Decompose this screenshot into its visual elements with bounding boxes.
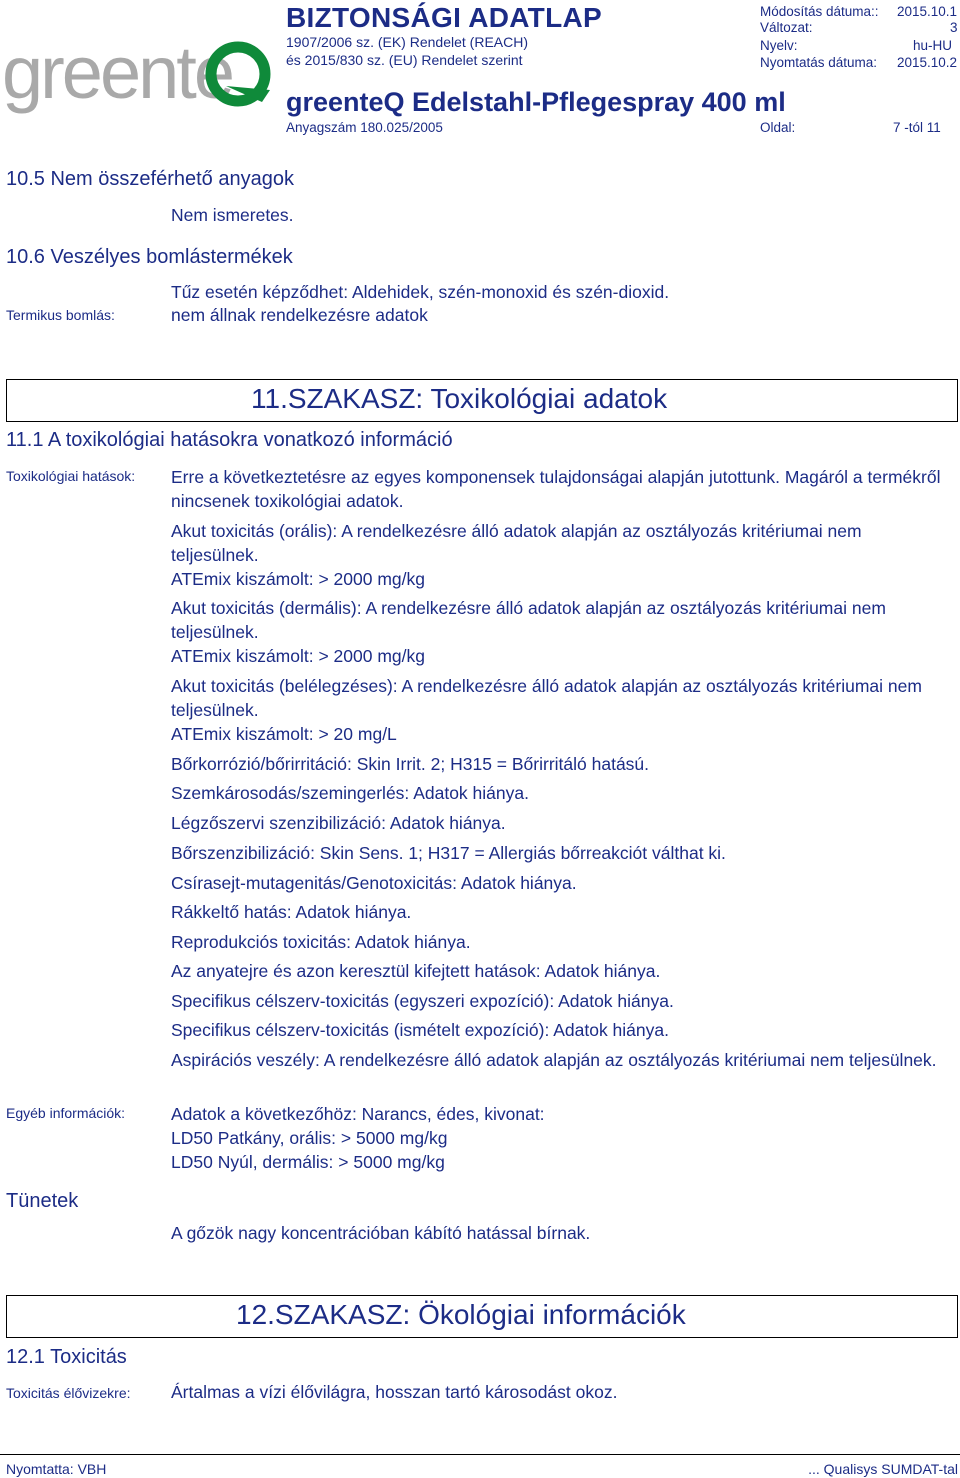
product-name: greenteQ Edelstahl-Pflegespray 400 ml [286, 87, 786, 117]
greenteq-logo [0, 18, 280, 118]
page-value: 7 -tól 11 [893, 120, 941, 135]
other-info-line: Adatok a következőhöz: Narancs, édes, kivonat: [171, 1104, 545, 1124]
tox-paragraph: Bőrszenzibilizáció: Skin Sens. 1; H317 = Allergiás bőrreakciót válthat ki. [171, 843, 726, 863]
tox-paragraph: Reprodukciós toxicitás: Adatok hiánya. [171, 932, 471, 952]
document-title: BIZTONSÁGI ADATLAP [286, 2, 602, 33]
section-11-title: 11.SZAKASZ: Toxikológiai adatok [251, 383, 668, 414]
tox-paragraph: Szemkárosodás/szemingerlés: Adatok hiánya. [171, 783, 529, 803]
tox-paragraph: Akut toxicitás (orális): A rendelkezésre álló adatok alapján az osztályozás kritériumai nem teljesülnek. [171, 521, 862, 565]
page-label: Oldal: [760, 120, 796, 135]
svg-text:greente: greente [2, 31, 232, 114]
text-10-5: Nem ismeretes. [171, 205, 294, 225]
section-12-title: 12.SZAKASZ: Ökológiai információk [236, 1299, 686, 1330]
tox-paragraph: Aspirációs veszély: A rendelkezésre álló adatok alapján az osztályozás kritériumai nem teljesülnek. [171, 1050, 937, 1070]
symptoms-text: A gőzök nagy koncentrációban kábító hatással bírnak. [171, 1223, 591, 1243]
heading-symptoms: Tünetek [6, 1190, 79, 1212]
tox-paragraph: Akut toxicitás (dermális): A rendelkezésre álló adatok alapján az osztályozás kritériumai nem teljesülnek. [171, 598, 886, 642]
meta-key-version: Változat: [760, 20, 813, 35]
meta-value-revision-date: 2015.10.1 [897, 4, 958, 19]
label-aquatic-toxicity: Toxicitás élővizekre: [6, 1385, 131, 1401]
footer-software: ... Qualisys SUMDAT-tal [808, 1461, 958, 1477]
tox-paragraph: Bőrkorrózió/bőrirritáció: Skin Irrit. 2; H315 = Bőrirritáló hatású. [171, 754, 650, 774]
heading-11-1: 11.1 A toxikológiai hatásokra vonatkozó információ [6, 429, 453, 451]
meta-value-print-date: 2015.10.2 [897, 55, 958, 70]
meta-key-print-date: Nyomtatás dátuma: [760, 55, 878, 70]
meta-value-version: 3 [950, 20, 958, 35]
label-toxicological-effects: Toxikológiai hatások: [6, 468, 136, 484]
heading-12-1: 12.1 Toxicitás [6, 1346, 127, 1368]
label-thermal-decomposition: Termikus bomlás: [6, 307, 115, 323]
tox-paragraph: Specifikus célszerv-toxicitás (egyszeri expozíció): Adatok hiánya. [171, 991, 674, 1011]
regulation-line-2: és 2015/830 sz. (EU) Rendelet szerint [286, 52, 523, 68]
value-aquatic-toxicity: Ártalmas a vízi élővilágra, hosszan tartó károsodást okoz. [171, 1382, 618, 1402]
value-thermal-decomposition: nem állnak rendelkezésre adatok [171, 305, 428, 325]
material-number: Anyagszám 180.025/2005 [286, 120, 443, 135]
other-info-line: LD50 Patkány, orális: > 5000 mg/kg [171, 1128, 448, 1148]
tox-paragraph: Csírasejt-mutagenitás/Genotoxicitás: Adatok hiánya. [171, 873, 577, 893]
tox-paragraph: Légzőszervi szenzibilizáció: Adatok hiánya. [171, 813, 506, 833]
regulation-line-1: 1907/2006 sz. (EK) Rendelet (REACH) [286, 34, 528, 50]
meta-key-language: Nyelv: [760, 38, 798, 53]
heading-10-5: 10.5 Nem összeférhető anyagok [6, 168, 294, 190]
tox-paragraph: ATEmix kiszámolt: > 2000 mg/kg [171, 646, 425, 666]
label-other-information: Egyéb információk: [6, 1105, 126, 1121]
tox-paragraph: ATEmix kiszámolt: > 2000 mg/kg [171, 569, 425, 589]
meta-key-revision-date: Módosítás dátuma:: [760, 4, 879, 19]
text-10-6: Tűz esetén képződhet: Aldehidek, szén-monoxid és szén-dioxid. [171, 282, 670, 302]
tox-paragraph: Specifikus célszerv-toxicitás (ismételt expozíció): Adatok hiánya. [171, 1020, 669, 1040]
meta-value-language: hu-HU [913, 38, 953, 53]
footer-printed-by: Nyomtatta: VBH [6, 1461, 107, 1477]
heading-10-6: 10.6 Veszélyes bomlástermékek [6, 246, 293, 268]
tox-paragraph: ATEmix kiszámolt: > 20 mg/L [171, 724, 397, 744]
footer-divider [0, 1454, 960, 1455]
other-info-line: LD50 Nyúl, dermális: > 5000 mg/kg [171, 1152, 445, 1172]
tox-paragraph: Az anyatejre és azon keresztül kifejtett hatások: Adatok hiánya. [171, 961, 661, 981]
tox-paragraph: Akut toxicitás (belélegzéses): A rendelkezésre álló adatok alapján az osztályozás kritériumai nem teljesülnek. [171, 676, 922, 720]
tox-paragraph: Rákkeltő hatás: Adatok hiánya. [171, 902, 412, 922]
tox-paragraph: Erre a következtetésre az egyes komponensek tulajdonságai alapján jutottunk. Magáról a termékről nincsenek toxikológiai adatok. [171, 467, 941, 511]
